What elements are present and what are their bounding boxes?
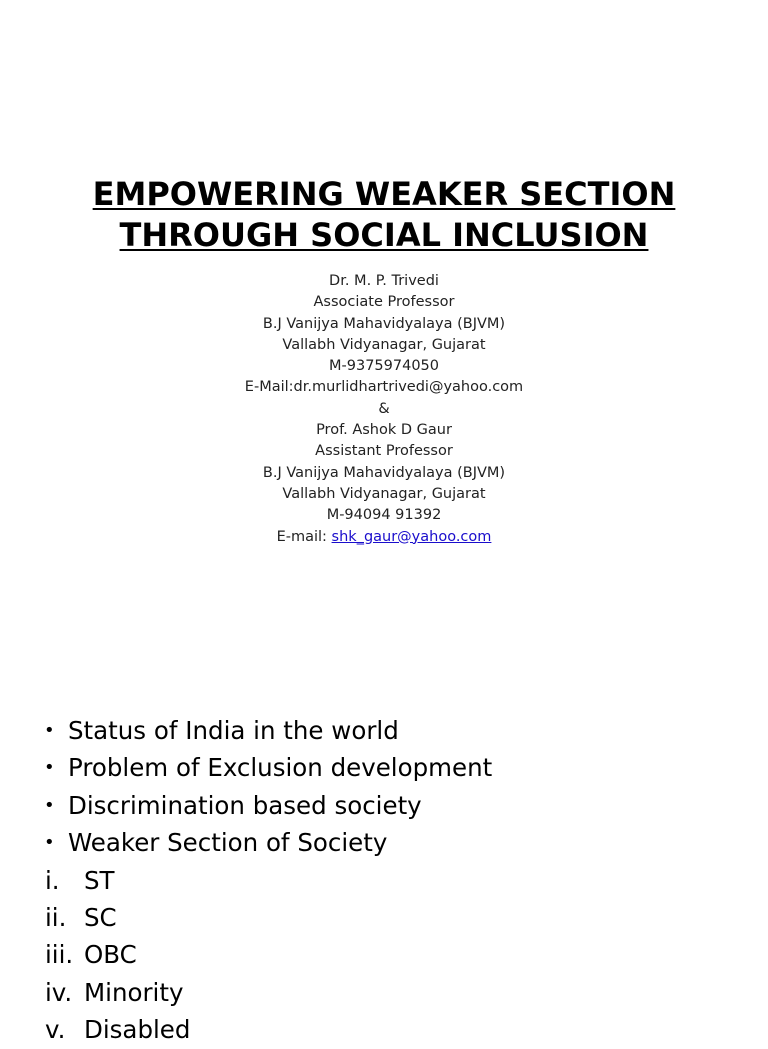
list-item-text: Weaker Section of Society	[68, 828, 388, 858]
list-item	[0, 712, 768, 749]
list-item	[0, 787, 768, 824]
author1-name: Dr. M. P. Trivedi	[329, 273, 439, 289]
bullet-icon: •	[44, 794, 55, 816]
numbered-marker: ii.	[45, 902, 67, 932]
numbered-item	[0, 862, 768, 899]
numbered-item	[0, 899, 768, 936]
numbered-marker: v.	[45, 1015, 66, 1045]
numbered-item	[0, 974, 768, 1011]
list-item	[0, 824, 768, 861]
numbered-item-text: ST	[84, 865, 115, 895]
list-item	[0, 749, 768, 786]
author2-location: Vallabh Vidyanagar, Gujarat	[282, 485, 486, 502]
author1-college: B.J Vanijya Mahavidyalaya (BJVM)	[262, 315, 506, 332]
title-line-1: EMPOWERING WEAKER SECTION	[92, 175, 676, 213]
numbered-item-text: SC	[84, 902, 117, 932]
topic-list	[0, 712, 768, 1049]
author2-email-label: E-mail:	[276, 528, 332, 545]
author2-email-line	[0, 527, 768, 548]
numbered-item	[0, 1011, 768, 1048]
document-title	[0, 174, 768, 256]
author1-email: E-Mail:dr.murlidhartrivedi@yahoo.com	[244, 379, 524, 396]
author2-title: Assistant Professor	[315, 443, 453, 460]
author1-title: Associate Professor	[313, 294, 455, 311]
author-block	[0, 271, 768, 548]
author1-mobile: M-9375974050	[329, 358, 439, 375]
title-line-2: THROUGH SOCIAL INCLUSION	[119, 216, 649, 254]
list-item-text: Problem of Exclusion development	[68, 753, 493, 783]
author2-email-link[interactable]: shk_gaur@yahoo.com	[331, 528, 492, 545]
author1-location: Vallabh Vidyanagar, Gujarat	[282, 336, 486, 353]
author-separator: &	[378, 400, 390, 417]
bullet-icon: •	[44, 720, 55, 741]
author2-mobile: M-94094 91392	[326, 507, 442, 524]
numbered-marker: i.	[45, 865, 60, 895]
author2-college: B.J Vanijya Mahavidyalaya (BJVM)	[262, 464, 506, 481]
bullet-icon: •	[44, 832, 55, 854]
numbered-marker: iii.	[45, 940, 74, 970]
bullet-icon: •	[44, 757, 55, 779]
numbered-item-text: OBC	[84, 940, 137, 970]
numbered-marker: iv.	[45, 977, 73, 1007]
list-item-text: Status of India in the world	[68, 716, 399, 745]
numbered-item	[0, 936, 768, 973]
numbered-item-text: Disabled	[84, 1015, 191, 1045]
numbered-item-text: Minority	[84, 977, 184, 1007]
list-item-text: Discrimination based society	[68, 790, 422, 820]
author2-name: Prof. Ashok D Gaur	[316, 422, 452, 439]
